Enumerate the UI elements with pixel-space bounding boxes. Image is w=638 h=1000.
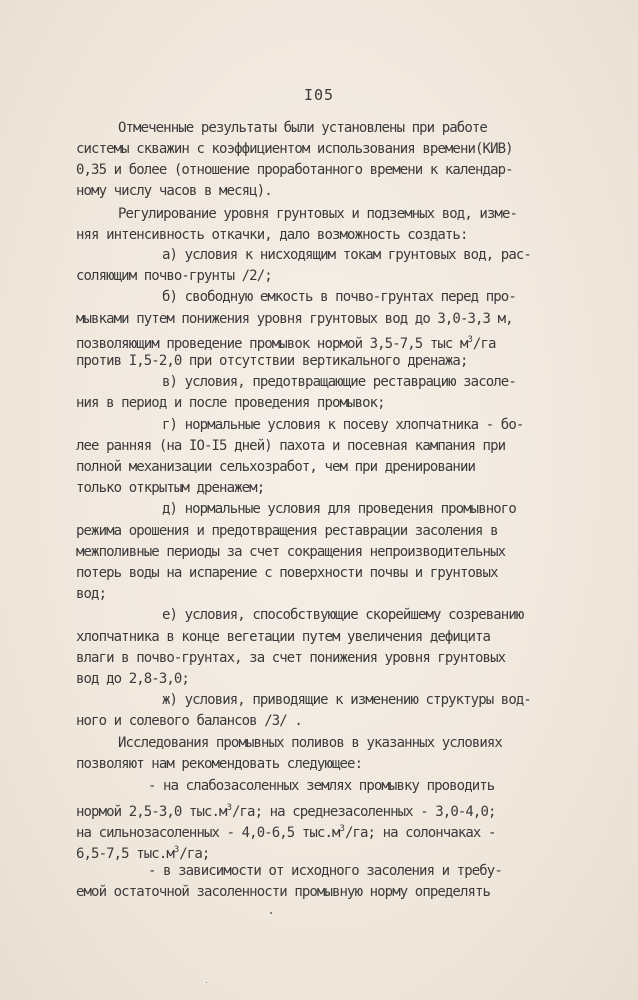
text-segment: режима орошения и предотвращения реставрации засоления в <box>76 523 498 539</box>
superscript: 3 <box>467 335 473 345</box>
paper-speck <box>270 912 272 914</box>
text-segment: ж) условия, приводящие к изменению структуры вод- <box>162 692 531 708</box>
text-line <box>148 776 592 796</box>
text-segment: ния в период и после проведения промывок; <box>76 395 385 411</box>
text-line <box>76 393 446 413</box>
superscript: 3 <box>226 803 232 813</box>
text-line <box>162 287 596 307</box>
text-line <box>76 563 586 583</box>
page-number: I05 <box>303 86 335 104</box>
text-segment: /га; на среднезасоленных - 3,0-4,0; <box>232 804 496 820</box>
text-segment: няя интенсивность откачки, дало возможность создать: <box>76 227 468 243</box>
text-segment: Регулирование уровня грунтовых и подземных вод, изме- <box>118 206 518 222</box>
text-segment: нормой 2,5-3,0 тыс.м <box>76 804 227 820</box>
text-line <box>162 415 592 435</box>
text-segment: 0,35 и более (отношение проработанного времени к календар- <box>76 162 513 178</box>
text-line <box>76 181 336 201</box>
text-segment: /га; <box>179 846 210 862</box>
text-segment: б) свободную емкость в почво-грунтах перед про- <box>162 289 516 305</box>
text-segment: мывками путем понижения уровня грунтовых вод до 3,0-3,3 м, <box>76 311 513 327</box>
text-segment: - на слабозасоленных землях промывку проводить <box>148 778 495 794</box>
text-segment: а) условия к нисходящим токам грунтовых вод, рас- <box>162 247 531 263</box>
text-segment: полной механизации сельхозработ, чем при дренировании <box>76 459 476 475</box>
text-line <box>76 584 116 604</box>
text-segment: /га <box>472 336 496 352</box>
text-line <box>76 882 586 902</box>
superscript: 3 <box>173 845 180 855</box>
text-line <box>162 690 592 710</box>
text-segment: емой остаточной засоленности промывную норму определять <box>76 884 491 900</box>
text-line <box>76 648 596 668</box>
text-segment: в) условия, предотвращающие реставрацию засоле- <box>162 374 516 390</box>
text-line <box>162 499 592 519</box>
text-line <box>76 139 596 159</box>
text-line <box>76 351 546 371</box>
text-segment: только открытым дренажем; <box>76 480 265 496</box>
text-segment: д) нормальные условия для проведения промывного <box>162 501 516 517</box>
text-line <box>76 542 596 562</box>
text-line <box>162 372 592 392</box>
text-line <box>76 754 426 774</box>
text-line <box>76 436 596 456</box>
text-line <box>76 711 354 731</box>
text-segment: - в зависимости от исходного засоления и требу- <box>148 863 502 879</box>
text-line <box>76 225 536 245</box>
text-line <box>118 733 592 753</box>
text-segment: на сильнозасоленных - 4,0-6,5 тыс.м <box>76 825 340 841</box>
text-segment: /га; на солончаках - <box>344 825 496 841</box>
text-segment: вод до 2,8-3,0; <box>76 671 189 687</box>
text-segment: позволяющим проведение промывок нормой 3,5-7,5 тыс м <box>76 336 468 352</box>
text-line <box>118 118 538 138</box>
text-segment: соляющим почво-грунты /2/; <box>76 268 272 284</box>
text-line <box>76 309 596 329</box>
text-segment: 6,5-7,5 тыс.м <box>76 846 174 862</box>
superscript: 3 <box>339 824 345 834</box>
text-segment: против I,5-2,0 при отсутствии вертикального дренажа; <box>76 353 468 369</box>
text-segment: ного и солевого балансов /3/ . <box>76 713 302 729</box>
text-line <box>148 861 580 881</box>
text-line <box>76 457 564 477</box>
text-line <box>76 160 596 180</box>
text-segment: г) нормальные условия к посеву хлопчатника - бо- <box>162 417 524 433</box>
text-line <box>76 478 312 498</box>
text-segment: потерь воды на испарение с поверхности почвы и грунтовых <box>76 565 498 581</box>
paper-speck <box>206 982 207 983</box>
text-line <box>76 669 216 689</box>
text-segment: влаги в почво-грунтах, за счет понижения уровня грунтовых <box>76 650 506 666</box>
text-line <box>118 204 596 224</box>
text-line <box>76 521 596 541</box>
text-line <box>76 627 576 647</box>
text-line <box>162 245 596 265</box>
text-segment: Отмеченные результаты были установлены при работе <box>118 120 487 136</box>
text-segment: системы скважин с коэффициентом использования времени(КИВ) <box>76 141 513 157</box>
text-segment: хлопчатника в конце вегетации путем увеличения дефицита <box>76 629 491 645</box>
text-segment: межполивные периоды за счет сокращения непроизводительных <box>76 544 506 560</box>
text-line <box>162 605 596 625</box>
text-segment: лее ранняя (на IO-I5 дней) пахота и посевная кампания при <box>76 438 506 454</box>
text-segment: позволяют нам рекомендовать следующее: <box>76 756 363 772</box>
text-segment: ному числу часов в месяц). <box>76 183 272 199</box>
text-line <box>76 266 316 286</box>
text-segment: е) условия, способствующие скорейшему созреванию <box>162 607 524 623</box>
text-segment: вод; <box>76 586 107 602</box>
text-segment: Исследования промывных поливов в указанных условиях <box>118 735 502 751</box>
